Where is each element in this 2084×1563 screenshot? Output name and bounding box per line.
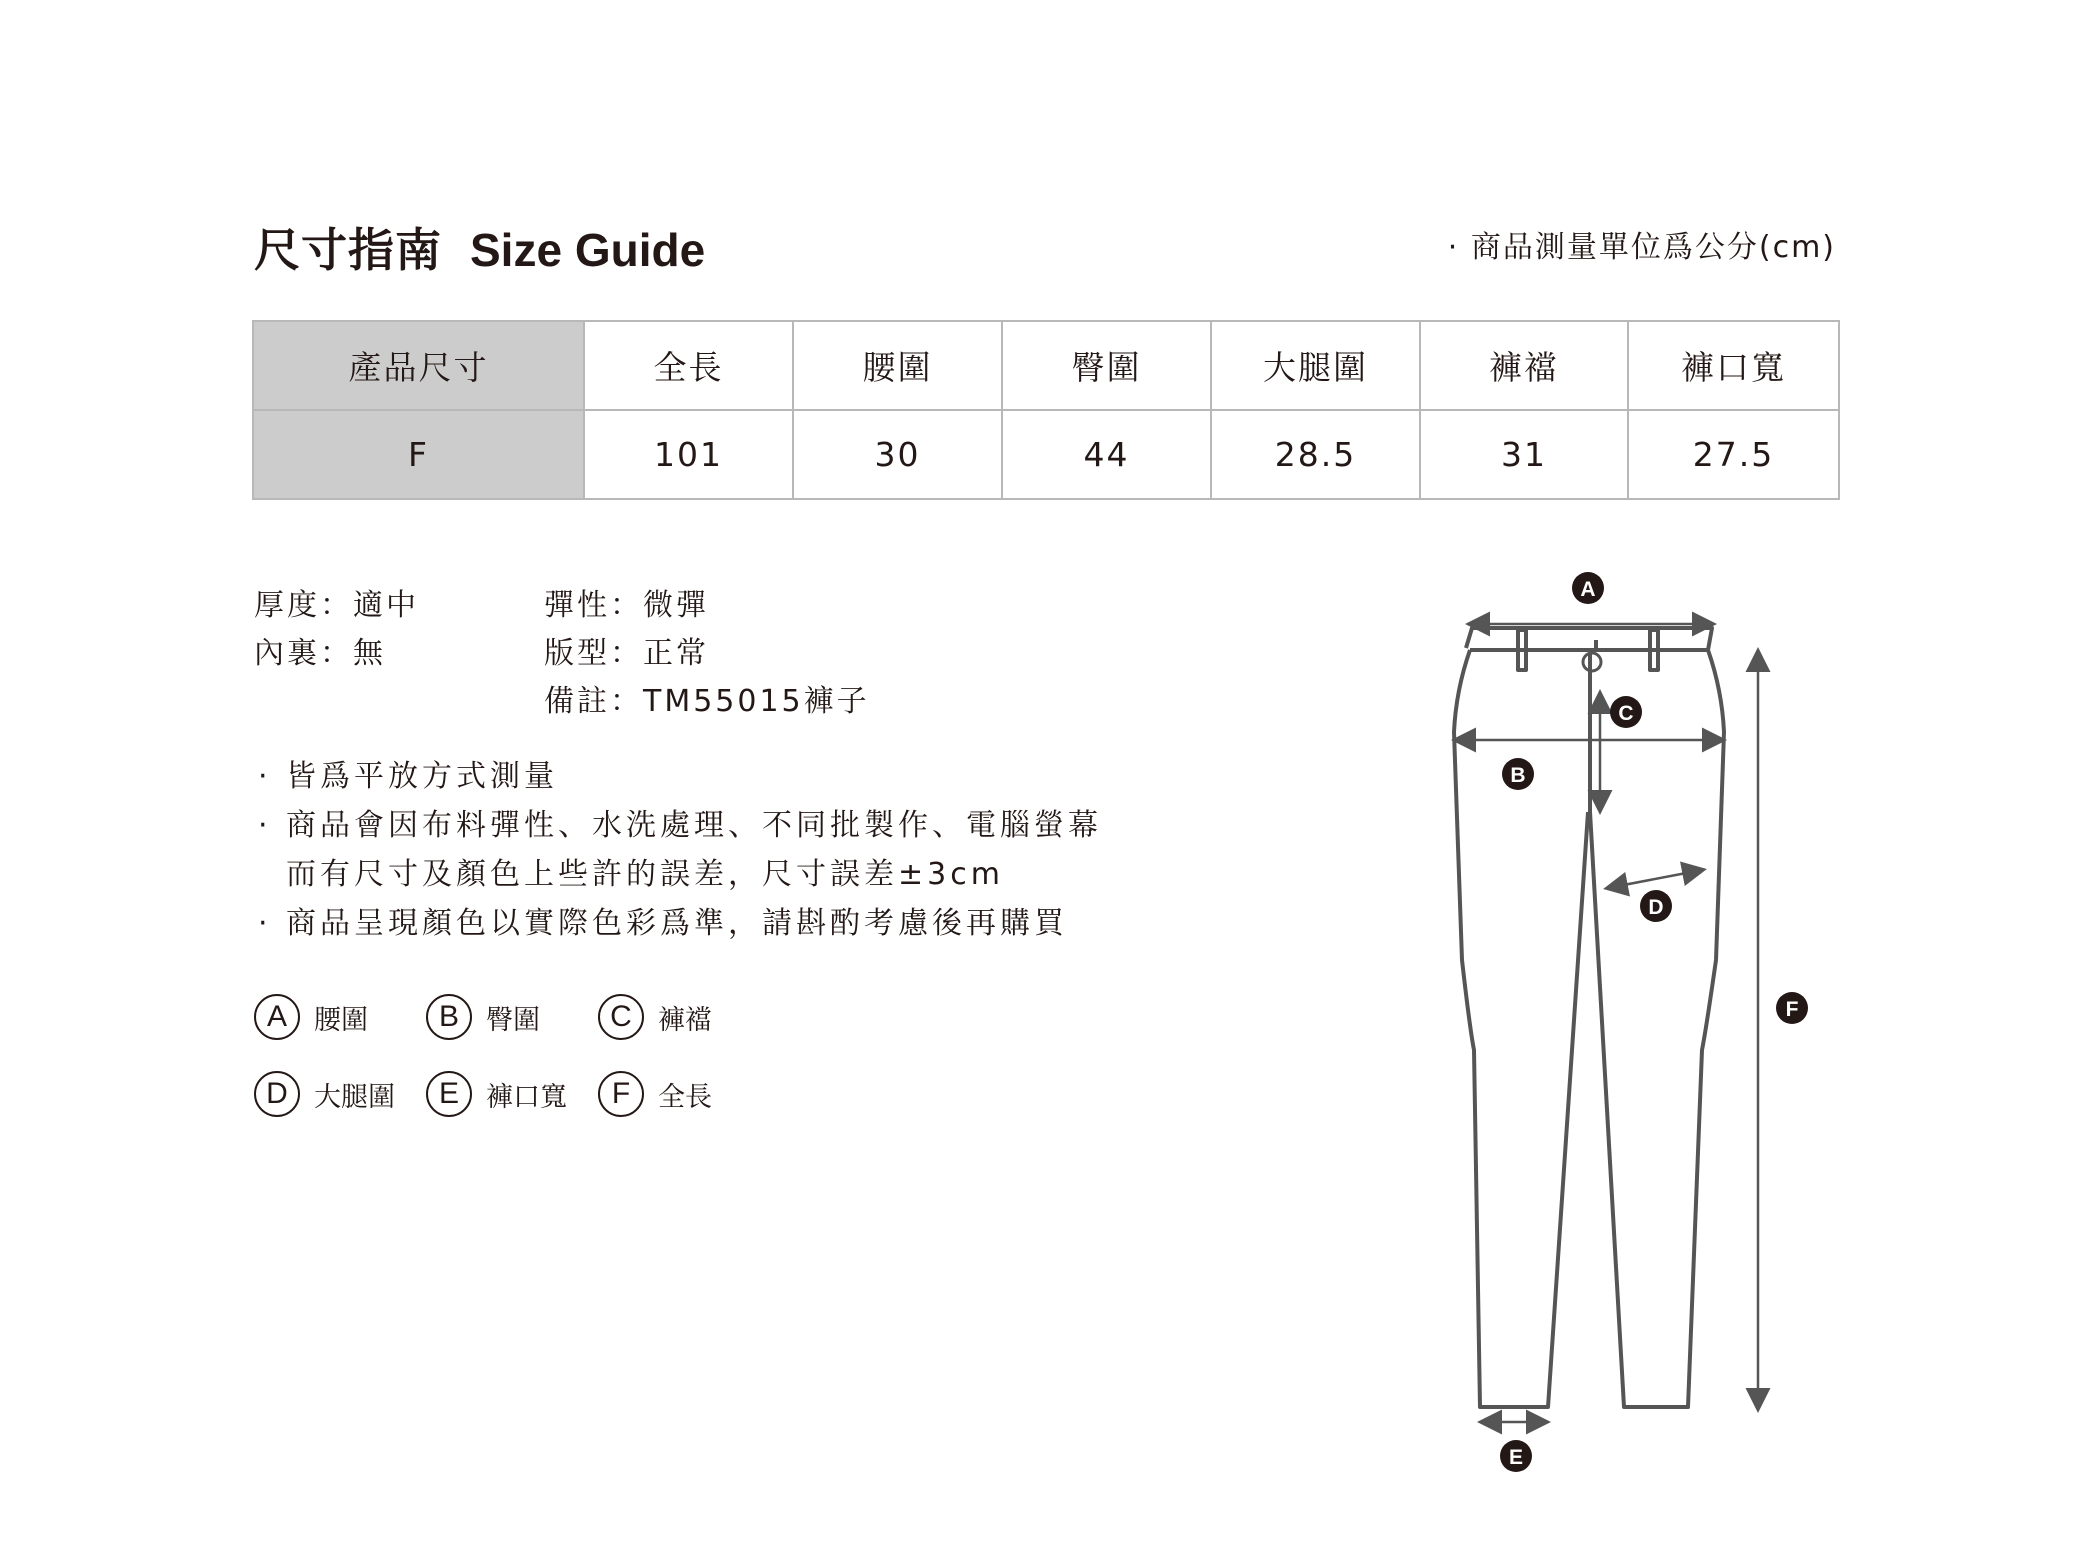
note-text: 商品呈現顏色以實際色彩爲準，請斟酌考慮後再購買 xyxy=(286,906,1068,941)
note-text: 皆爲平放方式測量 xyxy=(286,759,558,794)
legend-label: 全長 xyxy=(658,1081,712,1113)
measure-line-d xyxy=(1608,870,1702,888)
cell-full-length: 101 xyxy=(584,410,793,499)
size-table xyxy=(252,320,1840,500)
cell-leg-opening: 27.5 xyxy=(1628,410,1839,499)
note-item xyxy=(258,850,1102,899)
header-full-length: 全長 xyxy=(584,321,793,410)
cell-size: F xyxy=(253,410,584,499)
legend-label: 褲襠 xyxy=(658,1004,712,1036)
attr-elasticity: 彈性：微彈 xyxy=(544,588,709,623)
note-text: 商品會因布料彈性、水洗處理、不同批製作、電腦螢幕 xyxy=(286,808,1102,843)
measure-lines xyxy=(1456,624,1758,1422)
legend-marker: C xyxy=(598,994,644,1040)
cell-hip: 44 xyxy=(1002,410,1211,499)
note-item xyxy=(258,801,1102,850)
notes-list xyxy=(258,752,1102,948)
svg-text:C: C xyxy=(1618,702,1634,725)
bullet: · xyxy=(258,759,272,794)
bullet: · xyxy=(258,906,272,941)
cell-waist: 30 xyxy=(793,410,1002,499)
legend-item-e xyxy=(426,1071,567,1117)
unit-note: · 商品測量單位爲公分(cm) xyxy=(1447,230,1836,265)
title-english: Size Guide xyxy=(470,224,706,276)
legend-item-c xyxy=(598,994,712,1040)
legend-marker: F xyxy=(598,1071,644,1117)
header-product-size: 產品尺寸 xyxy=(253,321,584,410)
marker-c xyxy=(1610,696,1642,728)
attr-lining: 內裏：無 xyxy=(254,636,386,671)
title-chinese: 尺寸指南 xyxy=(254,223,442,277)
marker-e xyxy=(1500,1440,1532,1472)
svg-text:E: E xyxy=(1508,1446,1524,1469)
measure-markers xyxy=(1500,572,1808,1472)
note-text: 而有尺寸及顏色上些許的誤差，尺寸誤差±3cm xyxy=(286,857,1004,892)
svg-text:B: B xyxy=(1510,764,1526,787)
header-leg-opening: 褲口寬 xyxy=(1628,321,1839,410)
attr-fit: 版型：正常 xyxy=(544,636,709,671)
pants-diagram xyxy=(1410,560,1830,1510)
note-item xyxy=(258,752,1102,801)
note-item xyxy=(258,899,1102,948)
table-row xyxy=(253,410,1839,499)
header-waist: 腰圍 xyxy=(793,321,1002,410)
marker-a xyxy=(1572,572,1604,604)
svg-text:F: F xyxy=(1785,998,1799,1021)
header-thigh: 大腿圍 xyxy=(1211,321,1420,410)
marker-f xyxy=(1776,992,1808,1024)
legend-label: 腰圍 xyxy=(314,1004,368,1036)
legend-marker: D xyxy=(254,1071,300,1117)
legend-label: 臀圍 xyxy=(486,1004,540,1036)
pants-outline xyxy=(1454,628,1724,1407)
attr-thickness: 厚度：適中 xyxy=(254,588,419,623)
legend-label: 褲口寬 xyxy=(486,1081,567,1113)
legend-item-d xyxy=(254,1071,395,1117)
header-rise: 褲襠 xyxy=(1420,321,1628,410)
attr-remark: 備註：TM55015褲子 xyxy=(544,684,870,719)
legend-marker: E xyxy=(426,1071,472,1117)
size-table-header-row xyxy=(253,321,1839,410)
svg-text:D: D xyxy=(1648,896,1664,919)
legend-marker: B xyxy=(426,994,472,1040)
legend-item-b xyxy=(426,994,540,1040)
cell-thigh: 28.5 xyxy=(1211,410,1420,499)
header-hip: 臀圍 xyxy=(1002,321,1211,410)
legend-item-f xyxy=(598,1071,712,1117)
page-title xyxy=(254,214,705,280)
marker-b xyxy=(1502,758,1534,790)
marker-d xyxy=(1640,890,1672,922)
legend-item-a xyxy=(254,994,368,1040)
legend-label: 大腿圍 xyxy=(314,1081,395,1113)
bullet: · xyxy=(258,808,272,843)
cell-rise: 31 xyxy=(1420,410,1628,499)
legend-marker: A xyxy=(254,994,300,1040)
svg-text:A: A xyxy=(1580,578,1596,601)
